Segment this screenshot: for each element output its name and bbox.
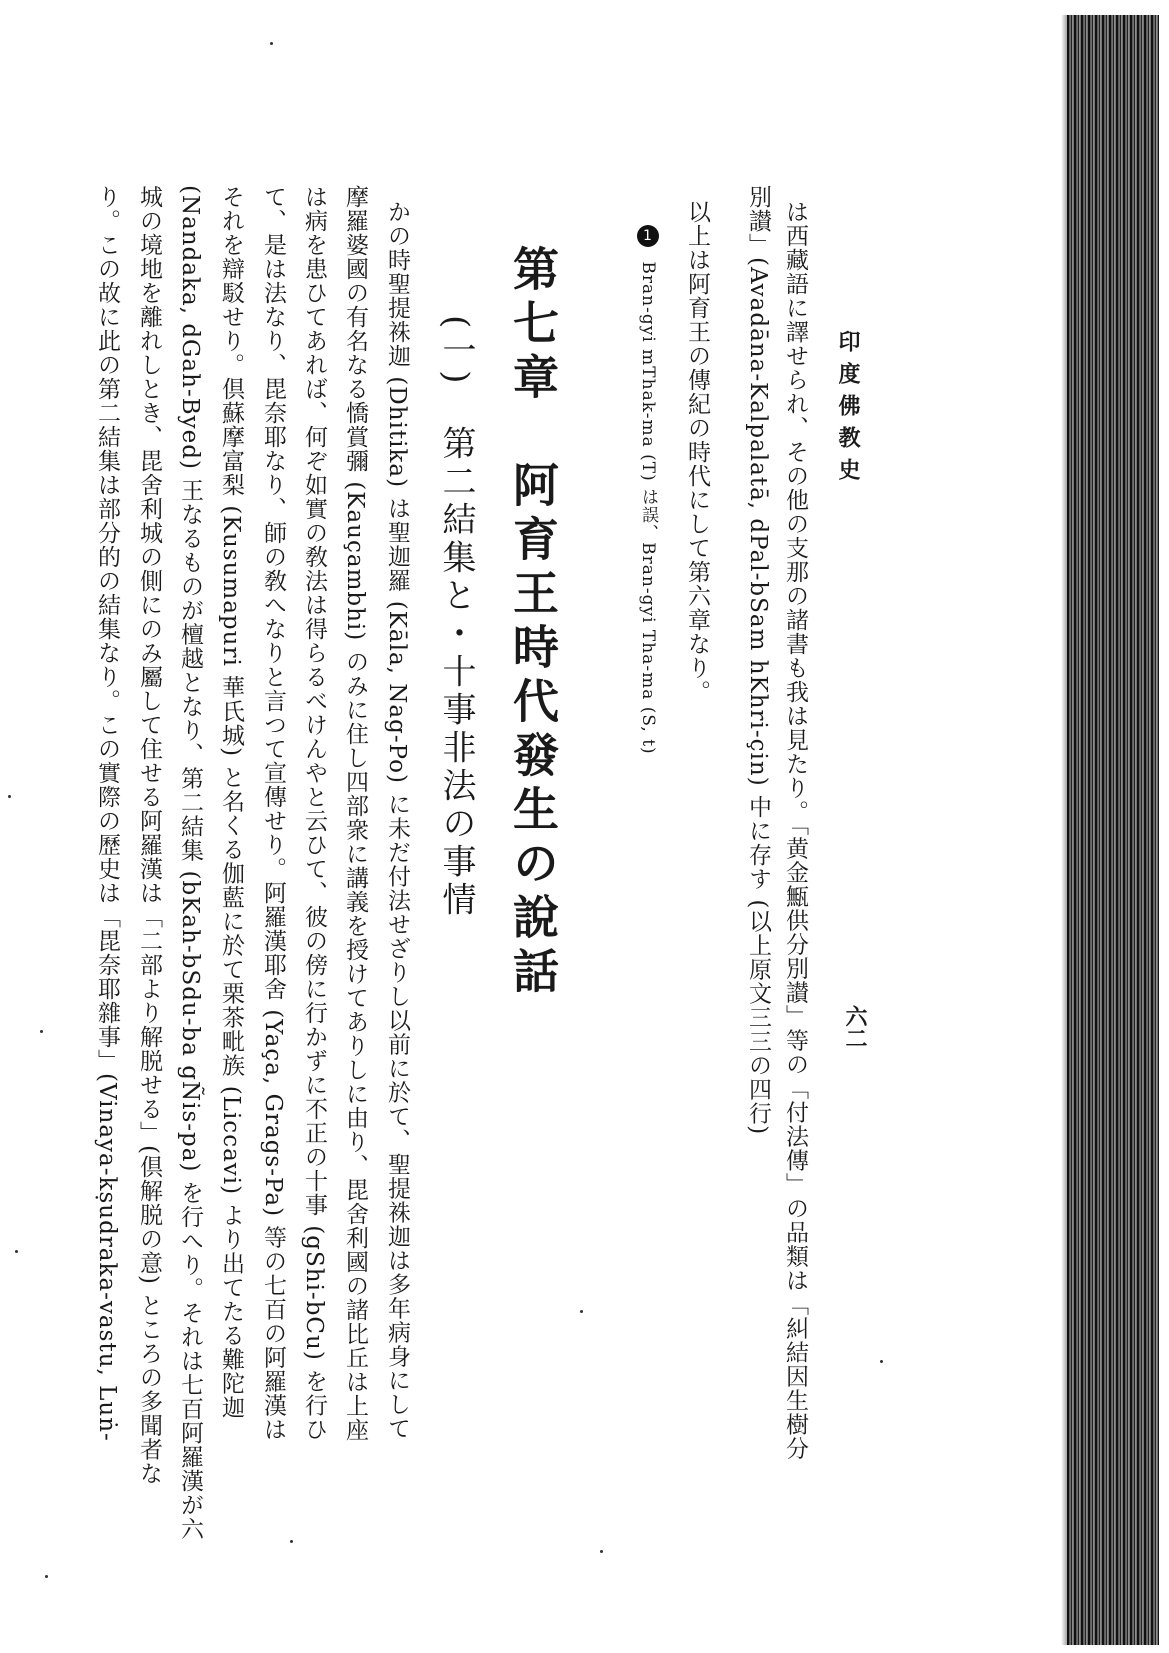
page-number: 六二 [842,1005,868,1049]
text-line: 以上は阿育王の傳紀の時代にして第六章なり。 [684,200,710,704]
text-line: は病を患ひてあれば、何ぞ如實の敎法は得らるべけんやと云ひて、彼の傍に行かずに不正の十事 (gShi-bCu) を行ひ [301,185,327,1442]
speck [40,1030,43,1033]
text-line: 別讃」(Avadāna-Kalpalatā, dPal-bSam hKhri-çin) 中に存す (以上原文三三の四行) [745,185,771,1136]
speck [290,1540,293,1543]
text-line: り。この故に此の第二結集は部分的の結集なり。この實際の歷史は「毘奈耶雜事」(Vinaya-kṣudraka-vastu, Luṅ- [94,185,120,1442]
speck [880,1360,883,1363]
speck [580,1310,583,1313]
speck [45,1575,48,1578]
speck [270,42,273,45]
footnote [636,225,661,755]
footnote-text: Bran-gyi mThak-ma (T) は誤、Bran-gyi Tha-ma (S, t) [638,261,658,755]
speck [15,1250,18,1253]
speck [8,795,11,798]
text-line: は西藏語に譯せられ、その他の支那の諸書も我は見たり。「黄金甒供分別讃」等の「付法傳」の品類は「糾結因生樹分 [782,200,808,1461]
running-head: 印度佛教史 [835,330,861,490]
text-line: それを辯駁せり。倶蘇摩富梨 (Kusumapuri 華氏城) と名くる伽藍に於て栗茶毗族 (Liccavi) より出てたる難陀迦 [218,185,244,1420]
text-line: 摩羅婆國の有名なる憍賞彌 (Kauçambhi) のみに住し四部衆に講義を授けてありしに由り、毘舍利國の諸比丘は上座 [342,185,368,1442]
text-line: (Nandaka, dGah-Byed) 王なるものが檀越となり、第二結集 (bKah-bSdu-ba gÑis-pa) を行へり。それは七百阿羅漢が六 [177,185,203,1541]
chapter-title: 第七章 阿育王時代發生の說話 [506,245,560,1001]
book-edge [1067,15,1159,1645]
text-line: て、是は法なり、毘奈耶なり、師の敎へなりと言つて宣傳せり。阿羅漢耶舍 (Yaça, Grags-Pa) 等の七百の阿羅漢は [260,185,286,1442]
text-line: かの時聖提袾迦 (Dhitika) は聖迦羅 (Kāla, Nag-Po) に未だ付法せざりし以前に於て、聖提袾迦は多年病身にして [384,200,410,1441]
speck [600,1550,603,1553]
section-title: (一) 第二結集と・十事非法の事情 [436,315,476,920]
footnote-marker: 1 [637,225,659,247]
text-line: 城の境地を離れしとき、毘舍利城の側にのみ屬して住せる阿羅漢は「二部より解脱せる」(倶解脱の意) ところの多聞者な [136,185,162,1486]
